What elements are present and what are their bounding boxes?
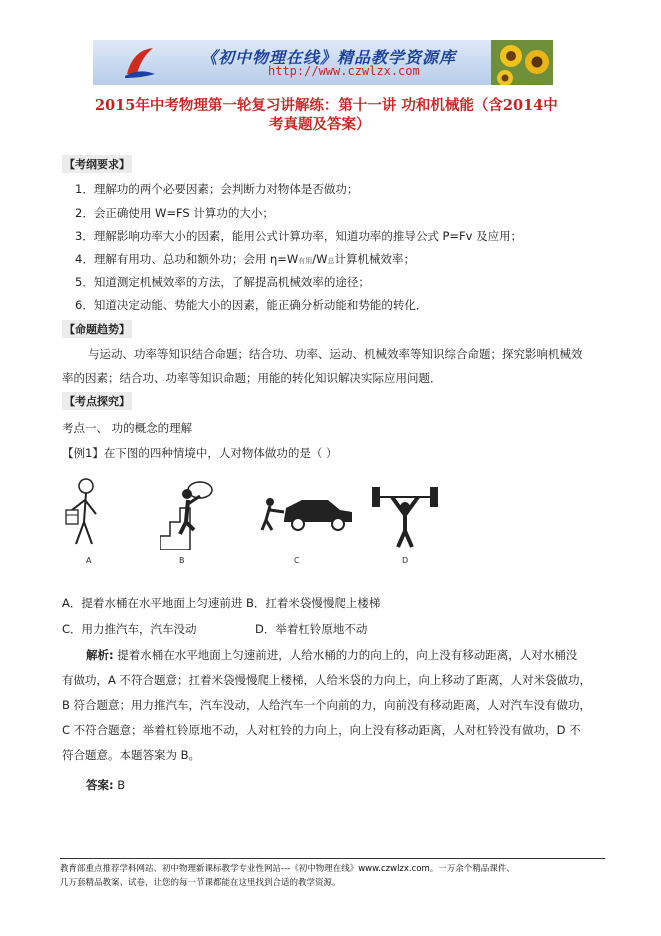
list-item: 2．会正确使用 W=FS 计算功的大小； <box>75 206 274 220</box>
analysis-text-1: 提着水桶在水平地面上匀速前进，人给水桶的力的向上的，向上没有移动距离，人对水桶没 <box>113 648 578 662</box>
list-item: 3．理解影响功率大小的因素，能用公式计算功率，知道功率的推导公式 P=Fv 及应用； <box>75 229 523 243</box>
options-line1: A．提着水桶在水平地面上匀速前进 B．扛着米袋慢慢爬上楼梯 <box>62 596 381 610</box>
section-tag-explore: 【考点探究】 <box>62 392 132 410</box>
item4-sub-total: 总 <box>327 257 335 265</box>
answer-label: 答案: <box>86 778 114 792</box>
sunflower-icon <box>491 40 553 85</box>
answer-value: B <box>113 778 126 792</box>
footer-line1: 教育部重点推荐学科网站、初中物理新课标教学专业性网站---《初中物理在线》www.czwlzx.com。一万余个精品课件、 <box>60 864 515 874</box>
example-tag: 【例1】 <box>62 446 104 460</box>
figure-a-person-carrying-bucket-icon <box>62 474 104 569</box>
item4-text-a: 4．理解有用功、总功和额外功；会用 η=W <box>75 252 299 266</box>
analysis-line4: C 不符合题意；举着杠铃原地不动，人对杠铃的力向上，向上没有移动距离，人对杠铃没有做功，D 不 <box>62 723 581 737</box>
list-item: 1．理解功的两个必要因素；会判断力对物体是否做功； <box>75 182 359 196</box>
figure-label-d: D <box>402 556 409 565</box>
kaodian-title: 考点一、 功的概念的理解 <box>62 421 193 435</box>
analysis-line3: B 符合题意；用力推汽车，汽车没动，人给汽车一个向前的力，向前没有移动距离，人对汽车没有做功， <box>62 698 592 712</box>
figure-label-a: A <box>86 556 92 565</box>
figure-label-b: B <box>179 556 185 565</box>
option-d: D．举着杠铃原地不动 <box>255 622 368 636</box>
trend-line2: 率的因素；结合功、功率等知识命题；用能的转化知识解决实际应用问题． <box>62 371 442 385</box>
banner-title: 《初中物理在线》精品教学资源库 <box>201 48 457 67</box>
trend-line1: 与运动、功率等知识结合命题；结合功、功率、运动、机械效率等知识综合命题；探究影响机械效 <box>88 347 583 361</box>
analysis-line5: 符合题意。本题答案为 B。 <box>62 748 201 762</box>
example-question <box>62 445 337 461</box>
option-c: C．用力推汽车，汽车没动 <box>62 622 197 636</box>
site-banner <box>93 40 553 85</box>
list-item: 6．知道决定动能、势能大小的因素，能正确分析动能和势能的转化． <box>75 298 428 312</box>
item4-text-c: 计算机械效率； <box>334 252 416 266</box>
analysis-line1 <box>86 647 577 663</box>
list-item <box>75 251 415 267</box>
figure-c-person-pushing-car-icon <box>258 490 354 532</box>
item4-text-b: /W <box>312 252 328 266</box>
banner-url[interactable]: http://www.czwlzx.com <box>268 64 420 78</box>
section-tag-trend: 【命题趋势】 <box>62 320 132 338</box>
analysis-label: 解析: <box>86 648 114 662</box>
footer-divider <box>60 858 605 859</box>
page-title-line2: 考真题及答案） <box>269 116 371 133</box>
figure-label-c: C <box>294 556 300 565</box>
page-title-line1: 2015年中考物理第一轮复习讲解练：第十一讲 功和机械能（含2014中 <box>95 97 558 114</box>
analysis-line2: 有做功，A 不符合题意；扛着米袋慢慢爬上楼梯，人给米袋的力向上，向上移动了距离，人对米袋做功， <box>62 673 592 687</box>
figure-d-person-holding-barbell-icon <box>370 485 440 549</box>
answer-line <box>86 777 125 793</box>
section-tag-syllabus: 【考纲要求】 <box>62 155 132 173</box>
list-item: 5．知道测定机械效率的方法，了解提高机械效率的途径； <box>75 275 370 289</box>
footer-line2: 几万套精品教案、试卷，让您的每一节课都能在这里找到合适的教学资源。 <box>60 878 341 888</box>
figure-b-person-climbing-stairs-icon <box>160 478 215 550</box>
site-logo-icon <box>123 44 157 80</box>
item4-sub-useful: 有用 <box>298 257 313 265</box>
example-question-text: 在下图的四种情境中，人对物体做功的是（ ） <box>103 446 338 460</box>
